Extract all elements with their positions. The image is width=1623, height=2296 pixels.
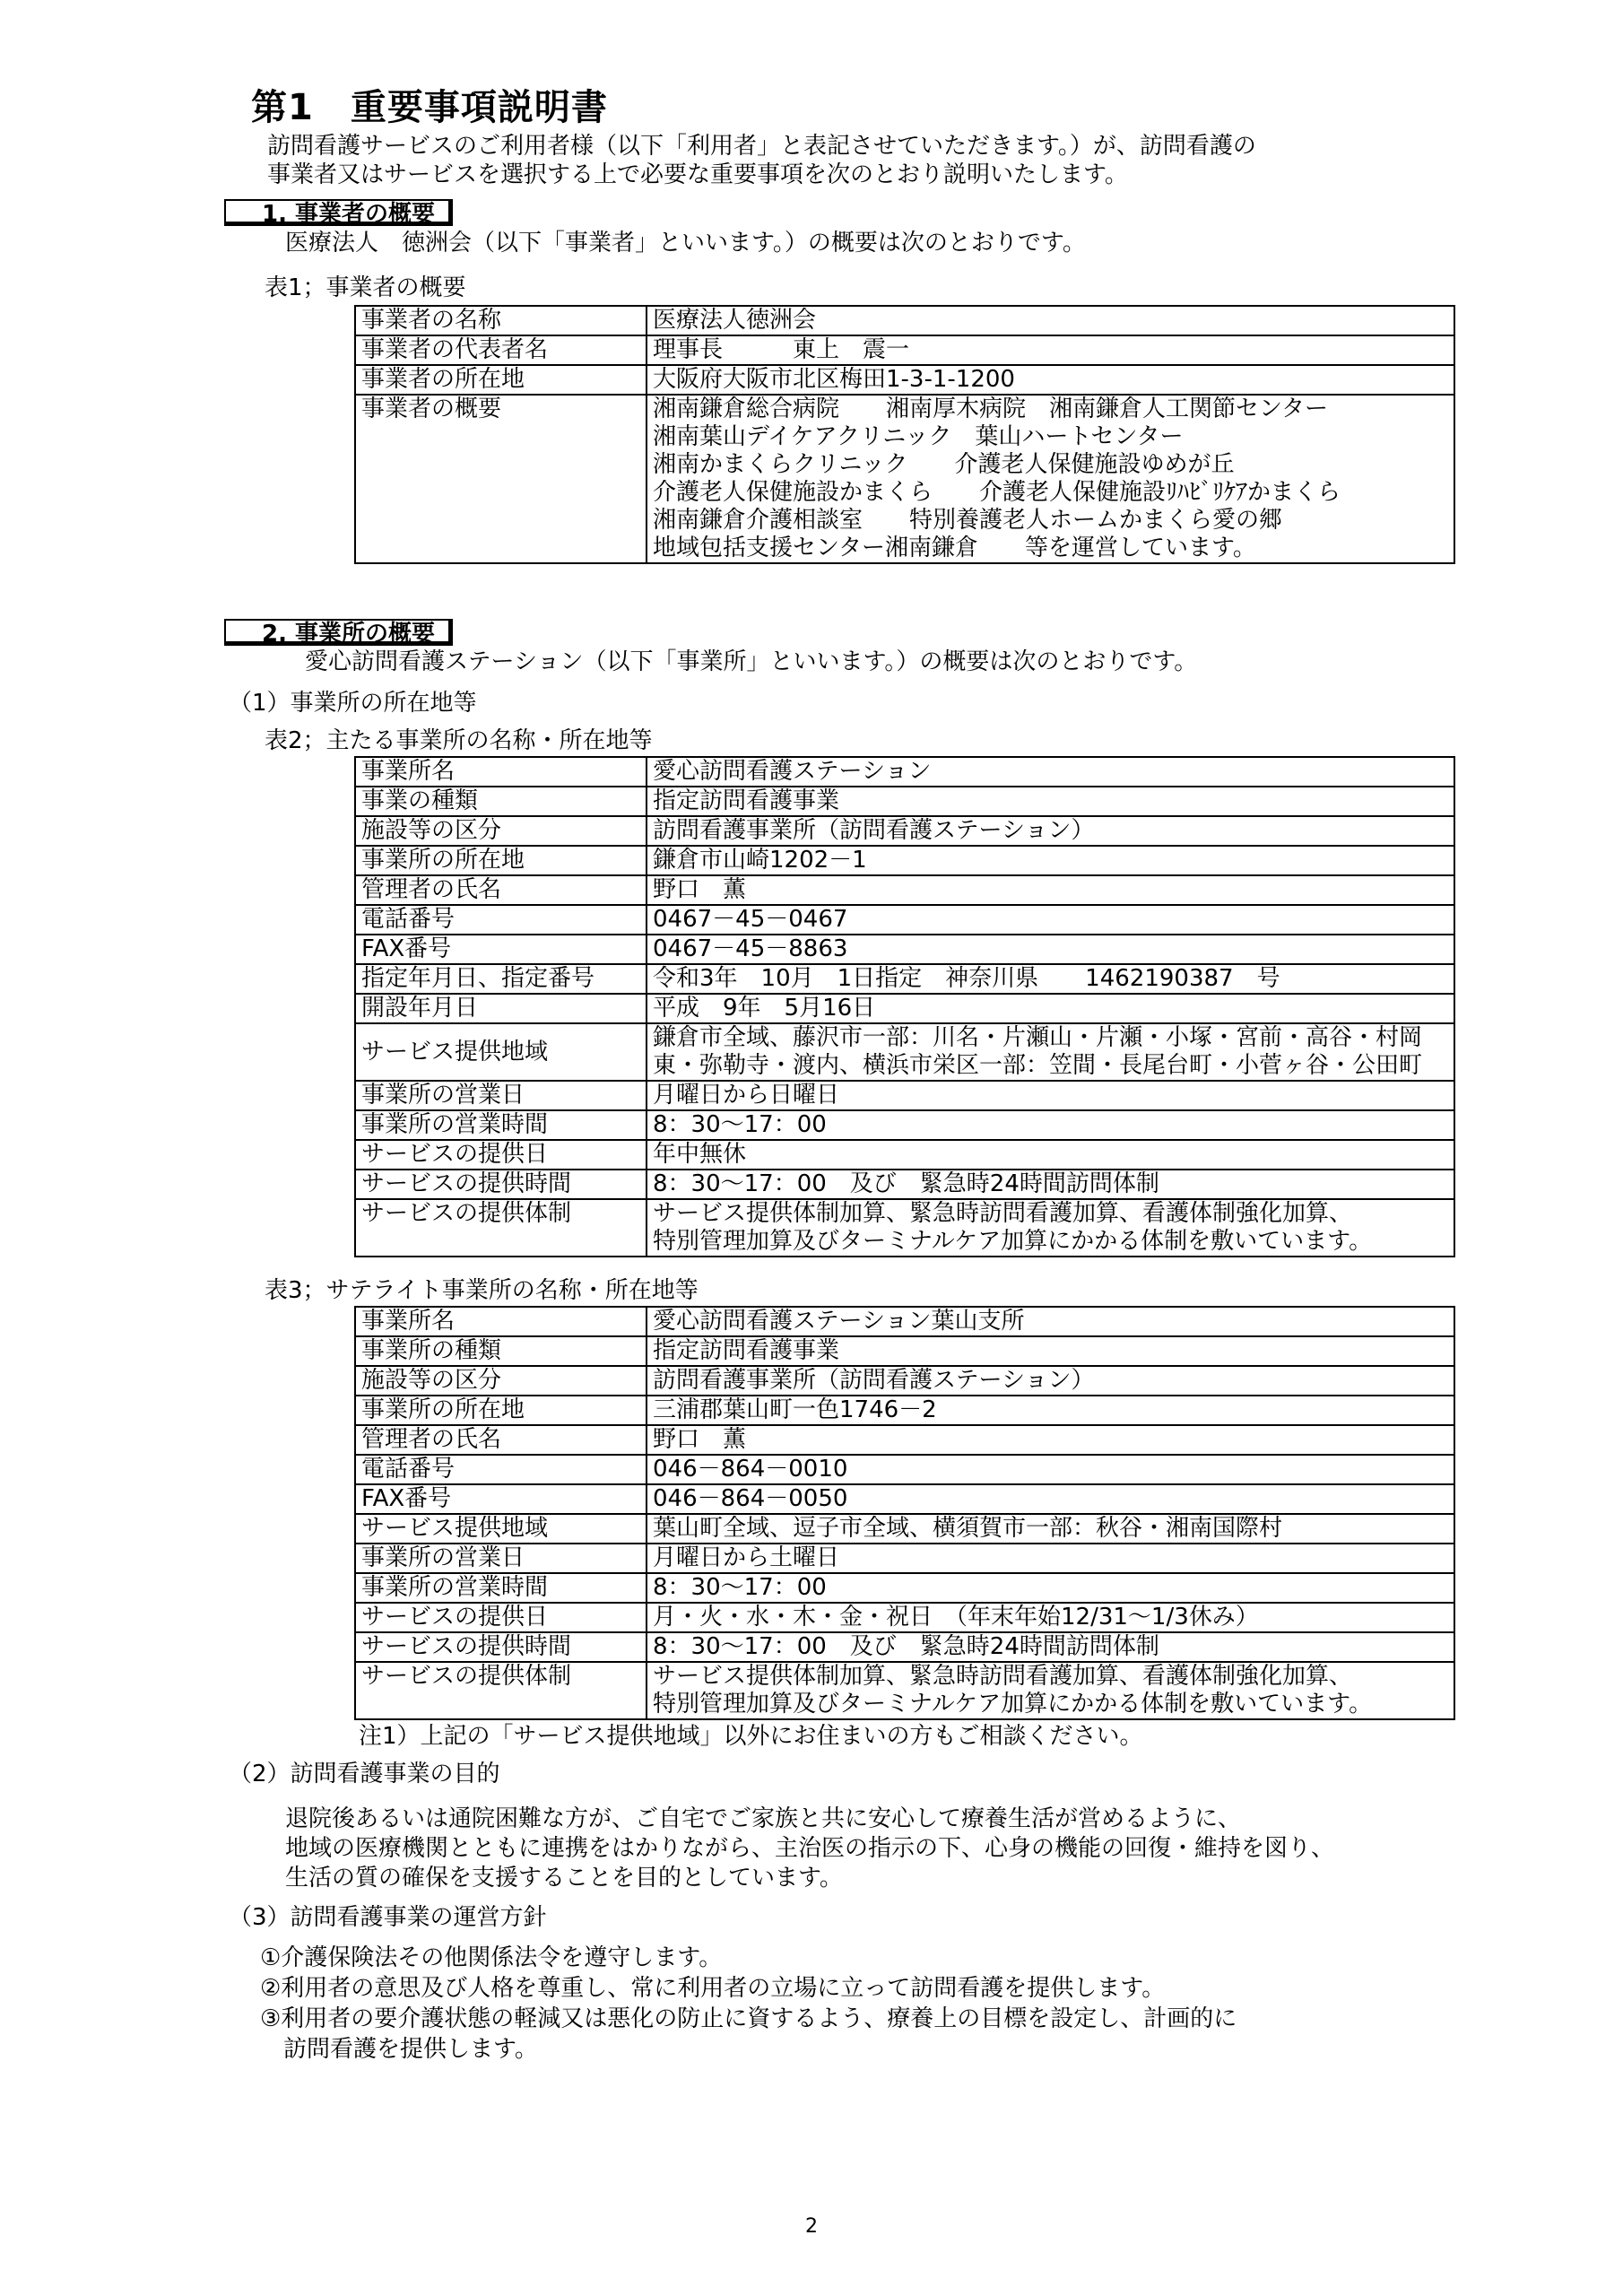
row-value: 野口 薫 — [647, 1425, 1454, 1455]
row-label: 事業所の営業時間 — [355, 1110, 647, 1140]
row-value: サービス提供体制加算、緊急時訪問看護加算、看護体制強化加算、 特別管理加算及びターミナルケア加算にかかる体制を敷いています。 — [647, 1662, 1454, 1719]
row-label: 電話番号 — [355, 1455, 647, 1484]
row-label: 事業所名 — [355, 1307, 647, 1336]
row-value: 月曜日から日曜日 — [647, 1081, 1454, 1110]
row-value: 野口 薫 — [647, 875, 1454, 905]
row-label: FAX番号 — [355, 1484, 647, 1514]
table-row — [355, 964, 1454, 994]
table-row — [355, 1366, 1454, 1396]
table-3-note: 注1）上記の「サービス提供地域」以外にお住まいの方もご相談ください。 — [359, 1723, 1143, 1750]
row-value: 8：30～17：00 — [647, 1573, 1454, 1603]
row-value: 鎌倉市全域、藤沢市一部：川名・片瀬山・片瀬・小塚・宮前・高谷・村岡 東・弥勒寺・渡内、横浜市栄区一部：笠間・長尾台町・小菅ヶ谷・公田町 — [647, 1023, 1454, 1081]
table-row — [355, 1544, 1454, 1573]
row-label: サービス提供地域 — [355, 1514, 647, 1544]
table-2-main-office — [354, 756, 1455, 1257]
row-label: 事業所の営業日 — [355, 1544, 647, 1573]
row-value: 046－864－0050 — [647, 1484, 1454, 1514]
table-row — [355, 1484, 1454, 1514]
table-3-satellite-office — [354, 1306, 1455, 1720]
table-row — [355, 846, 1454, 875]
table-row — [355, 1573, 1454, 1603]
row-label: 施設等の区分 — [355, 1366, 647, 1396]
row-value: 046－864－0010 — [647, 1455, 1454, 1484]
table-row — [355, 816, 1454, 846]
row-label: 開設年月日 — [355, 994, 647, 1023]
row-value: 訪問看護事業所（訪問看護ステーション） — [647, 816, 1454, 846]
row-label: 管理者の氏名 — [355, 1425, 647, 1455]
row-value: サービス提供体制加算、緊急時訪問看護加算、看護体制強化加算、 特別管理加算及びターミナルケア加算にかかる体制を敷いています。 — [647, 1199, 1454, 1257]
row-label: 事業所の所在地 — [355, 846, 647, 875]
table-row — [355, 1170, 1454, 1199]
table-row — [355, 1514, 1454, 1544]
table-row — [355, 1455, 1454, 1484]
table-row — [355, 935, 1454, 964]
table-row — [355, 1110, 1454, 1140]
table-row — [355, 1603, 1454, 1632]
table-row — [355, 1396, 1454, 1425]
row-label: FAX番号 — [355, 935, 647, 964]
row-value: 医療法人徳洲会 — [647, 306, 1454, 335]
table-row — [355, 365, 1454, 395]
table-row — [355, 1662, 1454, 1719]
table-row — [355, 905, 1454, 935]
row-value: 0467－45－0467 — [647, 905, 1454, 935]
table-row — [355, 1140, 1454, 1170]
row-label: 事業者の代表者名 — [355, 335, 647, 365]
table-row — [355, 1307, 1454, 1336]
table-row — [355, 1336, 1454, 1366]
row-label: 施設等の区分 — [355, 816, 647, 846]
section-2-heading: 2. 事業所の概要 — [224, 619, 453, 646]
row-value: 湘南鎌倉総合病院 湘南厚木病院 湘南鎌倉人工関節センター 湘南葉山デイケアクリニック 葉山ハートセンター 湘南かまくらクリニック 介護老人保健施設ゆめが丘 介護老人保健施設かまくら 介護老人保健施設ﾘﾊﾋﾞﾘｹｱかまくら 湘南鎌倉介護相談室 特別養護老人ホームかまくら愛の郷 地域包括支援センター湘南鎌倉 等を運営しています。 — [647, 395, 1454, 563]
row-value: 令和3年 10月 1日指定 神奈川県 1462190387 号 — [647, 964, 1454, 994]
row-label: 事業者の名称 — [355, 306, 647, 335]
row-label: 事業所の営業日 — [355, 1081, 647, 1110]
row-label: 指定年月日、指定番号 — [355, 964, 647, 994]
row-value: 8：30～17：00 及び 緊急時24時間訪問体制 — [647, 1170, 1454, 1199]
row-value: 鎌倉市山崎1202－1 — [647, 846, 1454, 875]
table-row — [355, 994, 1454, 1023]
policy-line-1: ①介護保険法その他関係法令を遵守します。 — [260, 1944, 723, 1971]
policy-line-4: 訪問看護を提供します。 — [260, 2036, 538, 2063]
table-row — [355, 306, 1454, 335]
row-value: 訪問看護事業所（訪問看護ステーション） — [647, 1366, 1454, 1396]
intro-line-1: 訪問看護サービスのご利用者様（以下「利用者」と表記させていただきます。）が、訪問看護の — [267, 133, 1256, 160]
row-label: 事業者の所在地 — [355, 365, 647, 395]
row-label: 事業所の種類 — [355, 1336, 647, 1366]
row-value: 愛心訪問看護ステーション — [647, 757, 1454, 787]
row-label: サービスの提供体制 — [355, 1662, 647, 1719]
intro-line-2: 事業者又はサービスを選択する上で必要な重要事項を次のとおり説明いたします。 — [267, 161, 1128, 188]
row-label: サービスの提供時間 — [355, 1170, 647, 1199]
row-value: 愛心訪問看護ステーション葉山支所 — [647, 1307, 1454, 1336]
table-row — [355, 1081, 1454, 1110]
table-row — [355, 395, 1454, 563]
row-value: 大阪府大阪市北区梅田1-3-1-1200 — [647, 365, 1454, 395]
row-label: サービス提供地域 — [355, 1023, 647, 1081]
row-value: 月・火・水・木・金・祝日 （年末年始12/31～1/3休み） — [647, 1603, 1454, 1632]
table-row — [355, 1425, 1454, 1455]
row-value: 理事長 東上 震一 — [647, 335, 1454, 365]
row-value: 8：30～17：00 及び 緊急時24時間訪問体制 — [647, 1632, 1454, 1662]
row-label: 事業所名 — [355, 757, 647, 787]
table-row — [355, 1023, 1454, 1081]
section-1-text: 医療法人 徳洲会（以下「事業者」といいます。）の概要は次のとおりです。 — [285, 230, 1086, 257]
table-row — [355, 757, 1454, 787]
row-value: 月曜日から土曜日 — [647, 1544, 1454, 1573]
row-value: 指定訪問看護事業 — [647, 787, 1454, 816]
row-label: 事業の種類 — [355, 787, 647, 816]
purpose-line-1: 退院後あるいは通院困難な方が、ご自宅でご家族と共に安心して療養生活が営めるように、 — [285, 1805, 1242, 1832]
row-label: 電話番号 — [355, 905, 647, 935]
table-row — [355, 875, 1454, 905]
row-label: サービスの提供体制 — [355, 1199, 647, 1257]
table-row — [355, 787, 1454, 816]
row-label: サービスの提供日 — [355, 1140, 647, 1170]
table-row — [355, 335, 1454, 365]
table-2-caption: 表2；主たる事業所の名称・所在地等 — [265, 727, 653, 754]
row-value: 指定訪問看護事業 — [647, 1336, 1454, 1366]
row-value: 三浦郡葉山町一色1746－2 — [647, 1396, 1454, 1425]
row-label: 事業所の所在地 — [355, 1396, 647, 1425]
purpose-line-2: 地域の医療機関とともに連携をはかりながら、主治医の指示の下、心身の機能の回復・維持を図り、 — [285, 1835, 1335, 1862]
page-title: 第1 重要事項説明書 — [251, 87, 608, 128]
table-1-caption: 表1；事業者の概要 — [265, 274, 466, 301]
row-value: 0467－45－8863 — [647, 935, 1454, 964]
policy-line-3: ③利用者の要介護状態の軽減又は悪化の防止に資するよう、療養上の目標を設定し、計画的に — [260, 2005, 1237, 2032]
subsection-3-title: （3）訪問看護事業の運営方針 — [229, 1904, 547, 1931]
row-label: サービスの提供時間 — [355, 1632, 647, 1662]
row-label: サービスの提供日 — [355, 1603, 647, 1632]
section-1-heading: 1. 事業者の概要 — [224, 199, 453, 226]
subsection-2-title: （2）訪問看護事業の目的 — [229, 1761, 500, 1787]
table-row — [355, 1199, 1454, 1257]
row-label: 管理者の氏名 — [355, 875, 647, 905]
row-value: 年中無休 — [647, 1140, 1454, 1170]
row-value: 8：30～17：00 — [647, 1110, 1454, 1140]
page-number: 2 — [805, 2215, 818, 2238]
table-1-business-overview — [354, 305, 1455, 564]
subsection-1-title: （1）事業所の所在地等 — [229, 690, 477, 717]
row-label: 事業所の営業時間 — [355, 1573, 647, 1603]
row-value: 平成 9年 5月16日 — [647, 994, 1454, 1023]
table-3-caption: 表3；サテライト事業所の名称・所在地等 — [265, 1277, 699, 1304]
row-value: 葉山町全域、逗子市全域、横須賀市一部：秋谷・湘南国際村 — [647, 1514, 1454, 1544]
policy-line-2: ②利用者の意思及び人格を尊重し、常に利用者の立場に立って訪問看護を提供します。 — [260, 1975, 1166, 2002]
section-2-text: 愛心訪問看護ステーション（以下「事業所」といいます。）の概要は次のとおりです。 — [305, 648, 1198, 675]
purpose-line-3: 生活の質の確保を支援することを目的としています。 — [285, 1865, 843, 1892]
row-label: 事業者の概要 — [355, 395, 647, 563]
table-row — [355, 1632, 1454, 1662]
